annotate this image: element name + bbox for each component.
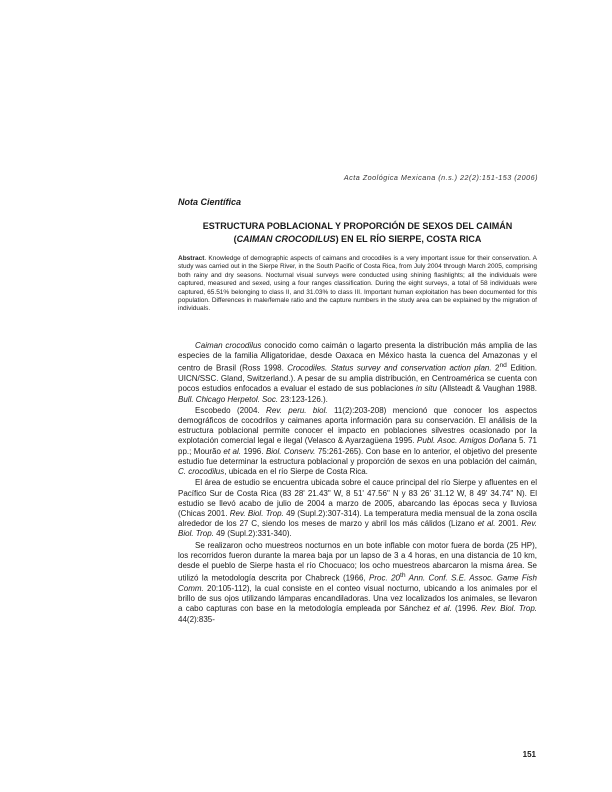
superscript: nd <box>499 362 507 370</box>
paragraph-3 <box>178 478 537 539</box>
text-run: (1996. <box>451 604 481 614</box>
abstract-label: Abstract <box>178 255 205 262</box>
journal-name: Biol. Conserv. <box>265 446 316 456</box>
abstract <box>178 255 537 314</box>
journal-name: Proc. 20 <box>369 573 401 583</box>
text-run: Se realizaron ocho muestreos nocturnos en un bote inflable con motor fuera de borda (25 HP), los recorridos fueron durante la marea baja por un lapso de 3 a 4 horas, en una distancia de 10 km, desde el pueblo de Sierpe hasta el río Chocuaco; los ocho muestreos abarcaron la misma área. Se utilizó la metodología descrita por Chabreck (1966, <box>178 540 537 583</box>
text-run: , ubicada en el río Sierpe de Costa Rica. <box>224 467 368 477</box>
title-line-2: ) EN EL RÍO SIERPE, COSTA RICA <box>335 234 482 244</box>
text-run: El área de estudio se encuentra ubicada sobre el cauce principal del río Sierpe y afluentes en el Pacífico Sur de Costa Rica (83 28' 21.43" W, 8 51' 47.56" N y 83 26' 31.12 W, 8 49' 34.74" N). El estudio se llevó acabo de julio de 2004 a marzo de 2005, abarcando las épocas seca y lluviosa (Chicas 2001. <box>178 478 537 518</box>
italic-term: et al. <box>433 604 452 614</box>
text-run: 11(2):203-208) mencionó que conocer los aspectos demográficos de cocodrilos y caimanes aporta información para su conservación. El análisis de la estructura poblacional permite conocer el impacto en poblaciones silvestres ocasionado por la explotación comercial legal e ilegal (Velasco & Ayarzagüena 1995. <box>178 405 537 446</box>
text-run: 49 (Supl.2):331-340). <box>213 529 292 539</box>
journal-name: Rev. peru. biol. <box>266 405 328 415</box>
journal-name: Ann. Conf. S.E. Assoc. Game Fish Comm. <box>178 573 538 593</box>
article-title <box>178 220 537 246</box>
italic-term: et al. <box>477 519 496 529</box>
text-run: 20:105-112), la cual consiste en el conteo visual nocturno, ubicando a los animales por el brillo de sus ojos utilizando lámparas encandiladoras. Una vez localizados los animales, se llevaron a cabo capturas con base en la metodología empleada por Sánchez <box>178 583 537 614</box>
paragraph-4 <box>178 541 537 625</box>
text-run: 2001. <box>495 519 522 529</box>
text-run: 75:261-265). Con base en lo anterior, el objetivo del presente estudio fue determinar la estructura poblacional y proporción de sexos en una población del caimán, <box>178 446 538 466</box>
paragraph-2 <box>178 406 537 477</box>
text-run: Edition. UICN/SSC. Gland, Switzerland.). A pesar de su amplia distribución, en Centroamérica se cuenta con pocos estudios enfocados a evaluar el estado de sus poblaciones <box>178 364 537 394</box>
journal-name: Bull. Chicago Herpetol. Soc. <box>178 394 279 404</box>
text-run: 44(2):835- <box>178 614 215 624</box>
text-run: 23:123-126.). <box>278 394 328 404</box>
title-line-1: ESTRUCTURA POBLACIONAL Y PROPORCIÓN DE SEXOS DEL CAIMÁN <box>202 221 513 231</box>
abstract-text: . Knowledge of demographic aspects of caimans and crocodiles is a very important issue for their conservation. A study was carried out in the Sierpe River, in the South Pacific of Costa Rica, from July 2004 through March 2005, comprising both rainy and dry seasons. Nocturnal visual surveys were conducted using shining flashlights; all the individuals were captured, measured and sexed, using a four ranges classification. During the eight surveys, a total of 58 individuals were captured, 65.51% belonging to class II, and 31.03% to class III. Important human exploitation has been documented for this population. Differences in male/female ratio and the capture numbers in the study area can be explained by the migration of individuals. <box>178 255 537 313</box>
text-run: conocido como caimán o lagarto presenta la distribución más amplia de las especies de la familia Alligatoridae, desde Oaxaca en México hasta la cuenca del Amazonas y el centro de Brasil (Ross 1998. <box>178 341 537 374</box>
text-run: 1996. <box>240 446 266 456</box>
superscript: th <box>400 572 406 580</box>
title-species: CAIMAN CROCODILUS <box>236 234 336 244</box>
title-open-paren: ( <box>233 234 237 244</box>
journal-name: Rev. Biol. Trop. <box>178 519 537 539</box>
journal-name: Rev. Biol. Trop. <box>229 508 284 518</box>
body-text <box>178 341 537 626</box>
italic-term: in situ <box>415 384 437 394</box>
text-run: 5. 71 pp.; Mourão <box>178 436 537 456</box>
paragraph-1 <box>178 341 537 405</box>
text-run: Escobedo (2004. <box>195 405 267 415</box>
text-run: 49 (Supl.2):307-314). La temperatura media mensual de la zona oscila alrededor de los 27 C, siendo los meses de marzo y abril los más cálidos (Lizano <box>178 508 538 529</box>
journal-name: Publ. Asoc. Amigos Doñana <box>417 436 517 446</box>
journal-name: Rev. Biol. Trop. <box>481 604 537 614</box>
section-label: Nota Científica <box>178 197 242 207</box>
species-name: C. crocodilus <box>178 467 225 477</box>
species-name: Caiman crocodilus <box>195 341 262 350</box>
text-run: (Allsteadt & Vaughan 1988. <box>436 384 537 394</box>
italic-term: et al. <box>223 446 241 456</box>
journal-citation-header: Acta Zoológica Mexicana (n.s.) 22(2):151-153 (2006) <box>343 173 538 182</box>
text-run: 2 <box>491 364 500 374</box>
page-number: 151 <box>522 750 536 759</box>
citation-title: Crocodiles. Status survey and conservation action plan. <box>287 364 492 374</box>
